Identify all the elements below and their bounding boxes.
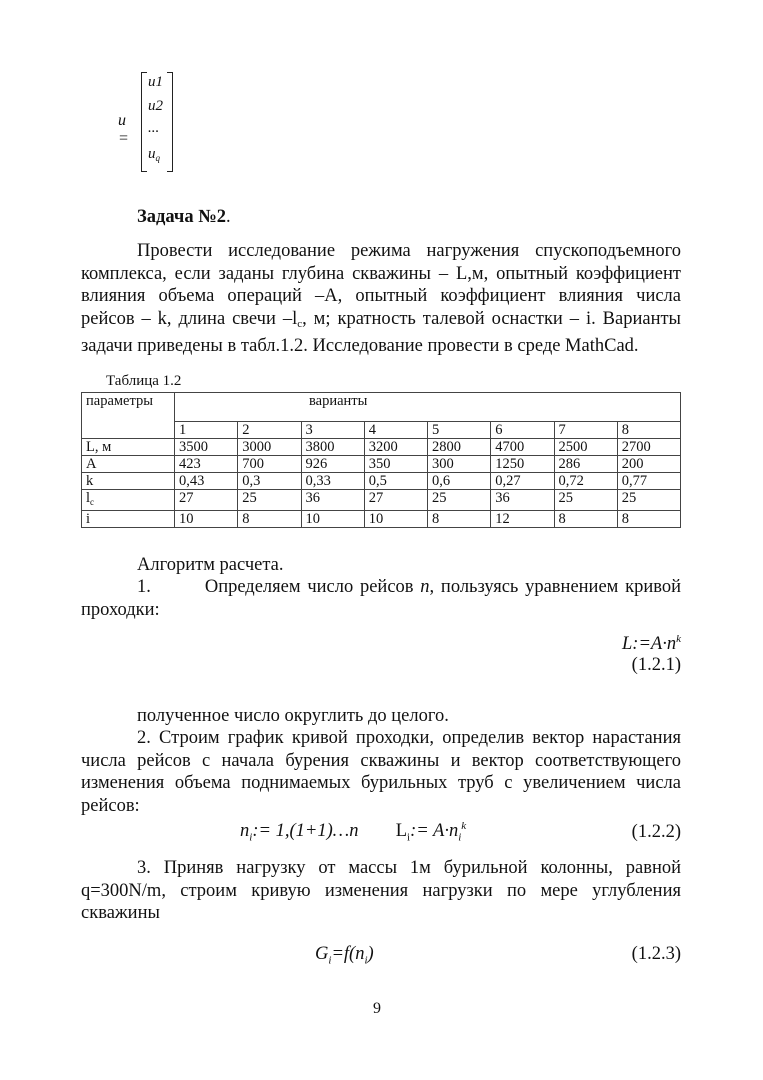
param-name: A [82,456,175,473]
table-cell: 2500 [554,439,617,456]
param-name: k [82,473,175,490]
table-cell: 36 [301,490,364,511]
table-row [82,490,681,511]
equation-1-2-2: $n_i:=$ 1,(1+1)…n $L_i:= A\cdot n_i^k$ [240,820,467,844]
variants-header: варианты [175,393,681,422]
table-cell: 2800 [428,439,491,456]
table-cell: 12 [491,511,554,528]
table-cell: 0,3 [238,473,301,490]
table-row [82,439,681,456]
table-cell: 10 [301,511,364,528]
table-row [82,456,681,473]
table-cell: 3800 [301,439,364,456]
step-2: 2. Строим график кривой проходки, определив вектор нарастания числа рейсов с начала бурения скважины и вектор соответствующего изменения объема поднимаемых бурильных труб с увеличением числа рейсов: [81,728,681,816]
table-cell: 8 [428,511,491,528]
matrix-element: u1 [148,74,163,90]
table-cell: 8 [617,511,680,528]
page-number: 9 [373,1000,381,1017]
table-cell: 0,27 [491,473,554,490]
variant-number: 8 [617,422,680,439]
matrix-element: u2 [148,98,163,114]
table-caption: Таблица 1.2 [106,373,182,389]
table-cell: 1250 [491,456,554,473]
table-cell: 423 [175,456,238,473]
table-cell: 3200 [364,439,427,456]
table-cell: 200 [617,456,680,473]
param-name: L, м [82,439,175,456]
table-cell: 0,72 [554,473,617,490]
equation-number: (1.2.1) [631,655,681,675]
table-cell: 36 [491,490,554,511]
param-name: i [82,511,175,528]
variant-number: 6 [491,422,554,439]
table-cell: 0,43 [175,473,238,490]
table-cell: 0,77 [617,473,680,490]
table-cell: 25 [617,490,680,511]
matrix-element: ... [148,120,160,136]
table-cell: 10 [175,511,238,528]
equation-1-2-3: $G_i=f(n_i)$ [315,944,374,967]
matrix-brackets [141,72,173,172]
algorithm-title: Алгоритм расчета. [137,555,284,575]
table-cell: 27 [175,490,238,511]
equation-1-2-1: $L:=A\cdot n^k$ [622,633,681,654]
table-cell: 10 [364,511,427,528]
step-1: 1. Определяем число рейсов n, пользуясь уравнением кривой проходки: [81,577,682,620]
table-cell: 25 [428,490,491,511]
table-row [82,473,681,490]
task-description: Провести исследование режима нагружения спускоподъемного комплекса, если заданы глубина скважины – L,м, опытный коэффициент влияния объема операций –А, опытный коэффициент влияния числа рейсов – k, длина свечи –lc, м; кратность талевой оснастки – i. Варианты задачи приведены в табл.1.2. Исследование провести в среде MathCad. [81,241,681,357]
table-cell: 286 [554,456,617,473]
table-cell: 4700 [491,439,554,456]
table-cell: 350 [364,456,427,473]
table-cell: 27 [364,490,427,511]
variant-number: 5 [428,422,491,439]
variant-number: 3 [301,422,364,439]
table-cell: 3500 [175,439,238,456]
table-cell: 3000 [238,439,301,456]
variants-table [81,392,681,528]
table-cell: 25 [554,490,617,511]
table-cell: 0,5 [364,473,427,490]
table-cell: 8 [238,511,301,528]
variant-number: 2 [238,422,301,439]
equation-number: (1.2.3) [631,944,681,964]
step-3: 3. Приняв нагрузку от массы 1м бурильной колонны, равной q=300N/m, строим кривую изменения нагрузки по мере углубления скважины [81,858,681,924]
table-cell: 0,6 [428,473,491,490]
rounding-note: полученное число округлить до целого. [137,706,449,726]
variant-number: 7 [554,422,617,439]
variant-number: 4 [364,422,427,439]
equation-number: (1.2.2) [631,822,681,842]
table-cell: 2700 [617,439,680,456]
table-cell: 25 [238,490,301,511]
task-heading: Задача №2. [137,207,231,227]
table-cell: 300 [428,456,491,473]
params-header: параметры [82,393,175,439]
table-row [82,511,681,528]
matrix-lhs: u = [118,112,129,147]
matrix-element: $u_q$ [148,146,160,163]
variant-number: 1 [175,422,238,439]
table-cell: 0,33 [301,473,364,490]
param-name: $l_c$ [82,490,175,511]
table-cell: 926 [301,456,364,473]
table-cell: 8 [554,511,617,528]
table-cell: 700 [238,456,301,473]
